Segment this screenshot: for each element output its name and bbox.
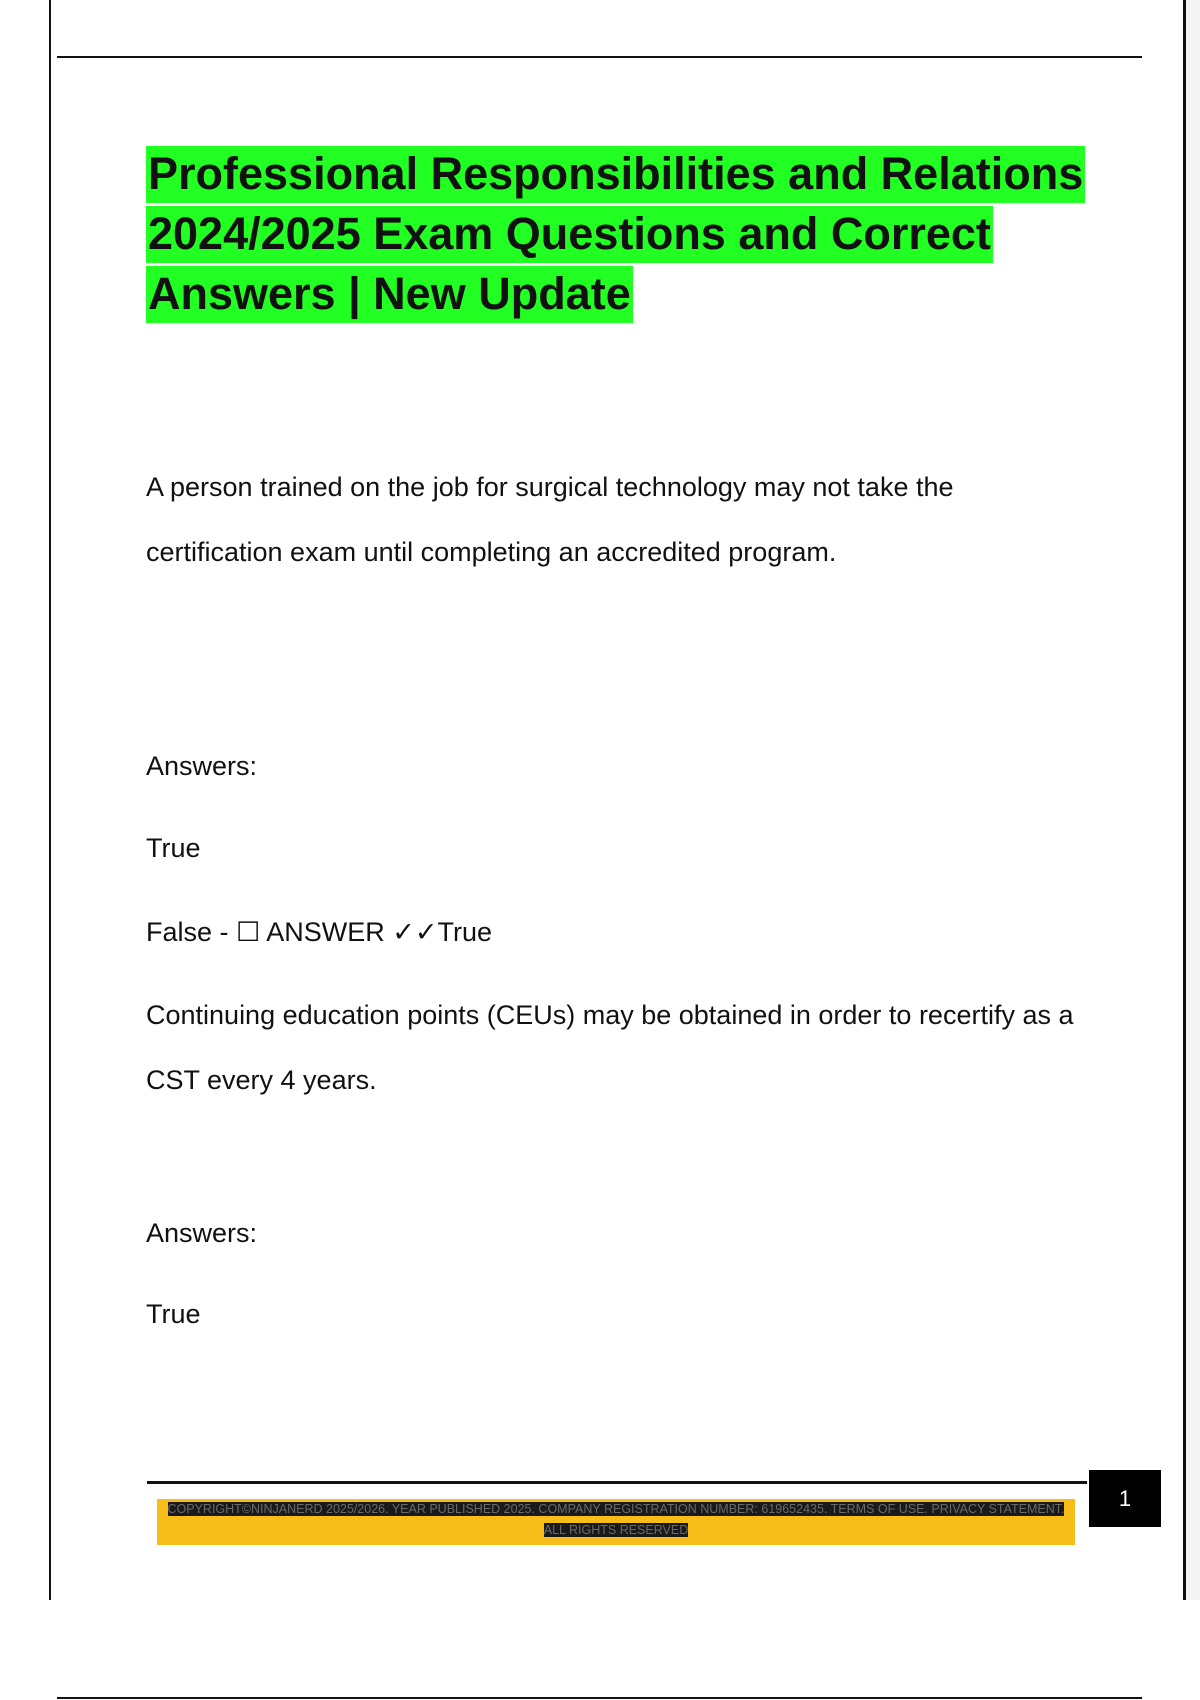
question-1-answers-label: Answers: [146,751,258,781]
question-2-text: Continuing education points (CEUs) may be obtained in order to recertify as a CST every 4 years. [146,1000,1074,1095]
document-title-text: Professional Responsibilities and Relations 2024/2025 Exam Questions and Correct Answers | New Update [146,146,1085,323]
next-page-top-rule [57,1697,1142,1699]
header-rule [57,56,1142,58]
question-1-text: A person trained on the job for surgical technology may not take the certification exam until completing an accredited program. [146,472,954,567]
page-content [146,144,1086,1333]
page-edge-shadow [1186,0,1200,1600]
footer-copyright-text: COPYRIGHT©NINJANERD 2025/2026. YEAR PUBLISHED 2025. COMPANY REGISTRATION NUMBER: 619652435. TERMS OF USE. PRIVACY STATEMENT. ALL RIGHTS RESERVED [167,1502,1065,1537]
page-number: 1 [1089,1470,1161,1527]
document-title [146,144,1086,324]
question-2-option-true: True [146,1299,201,1329]
question-1-option-false-answer: False - ☐ ANSWER ✓✓True [146,917,493,947]
question-2-answers-label: Answers: [146,1218,258,1248]
page-border-left [49,0,51,1600]
footer-copyright-band [157,1499,1075,1545]
question-1-option-true: True [146,833,201,863]
footer-rule [147,1481,1087,1484]
